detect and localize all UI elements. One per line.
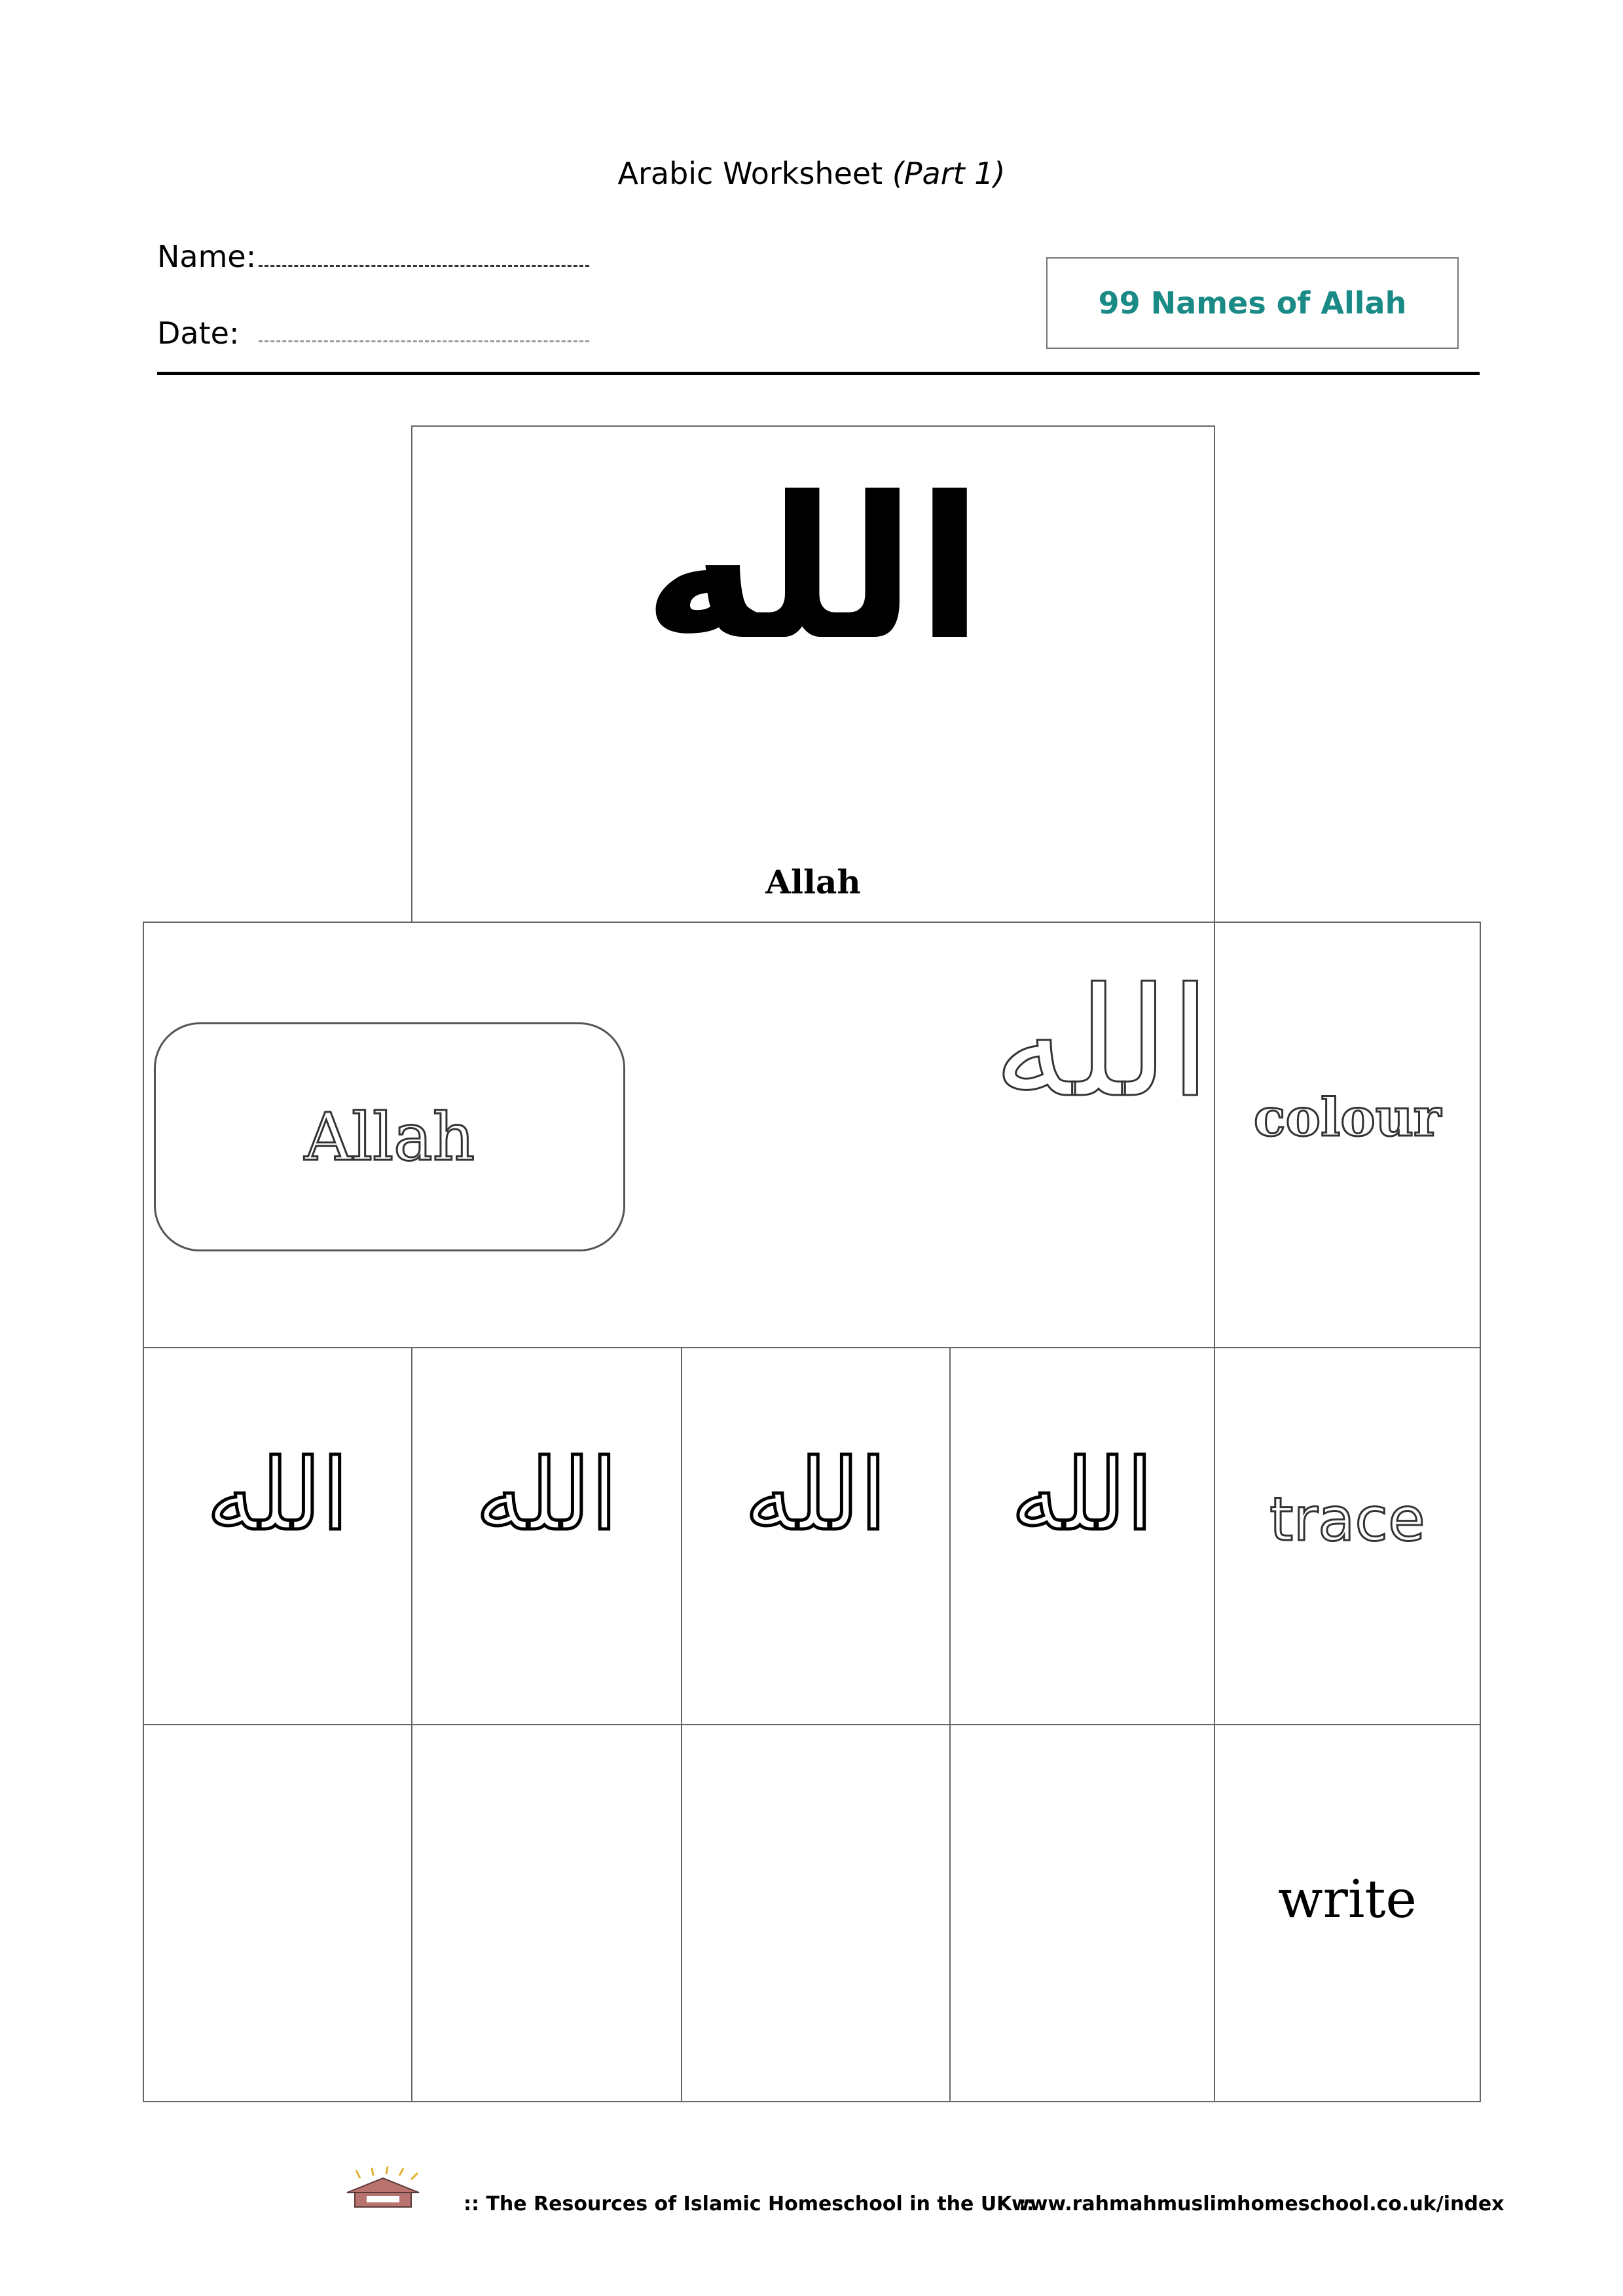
trace-arabic-2: الله — [475, 1439, 618, 1552]
write-cell-3[interactable] — [681, 1724, 951, 2102]
write-cell-4[interactable] — [949, 1724, 1215, 2102]
title-main: Arabic Worksheet — [617, 156, 883, 191]
colour-word-outline: Allah — [304, 1098, 475, 1175]
write-instruction: write — [1278, 1869, 1417, 1929]
header-divider — [157, 372, 1480, 375]
worksheet-title — [0, 156, 1623, 191]
footer-tagline: :: The Resources of Islamic Homeschool in the UK :: — [464, 2193, 1034, 2215]
footer-url[interactable]: www.rahmahmuslimhomeschool.co.uk/index — [1012, 2193, 1504, 2215]
topic-label: 99 Names of Allah — [1098, 285, 1407, 321]
name-label: Name: — [157, 239, 257, 274]
write-cell-2[interactable] — [411, 1724, 682, 2102]
trace-arabic-1: الله — [206, 1439, 349, 1552]
colour-arabic-outline: الله — [993, 956, 1211, 1131]
date-field[interactable] — [259, 340, 589, 342]
colour-instruction: colour — [1253, 1086, 1442, 1148]
house-logo-icon — [340, 2166, 426, 2212]
main-transliteration: Allah — [765, 863, 861, 901]
date-label: Date: — [157, 315, 240, 351]
main-arabic-name: الله — [643, 455, 983, 683]
trace-instruction: trace — [1269, 1484, 1425, 1554]
topic-box — [1046, 257, 1459, 349]
trace-arabic-3: الله — [744, 1439, 887, 1552]
trace-arabic-4: الله — [1011, 1439, 1154, 1552]
title-part: (Part 1) — [892, 156, 1006, 191]
name-field[interactable] — [259, 265, 589, 267]
colour-word-box — [154, 1022, 625, 1251]
write-cell-1[interactable] — [143, 1724, 412, 2102]
